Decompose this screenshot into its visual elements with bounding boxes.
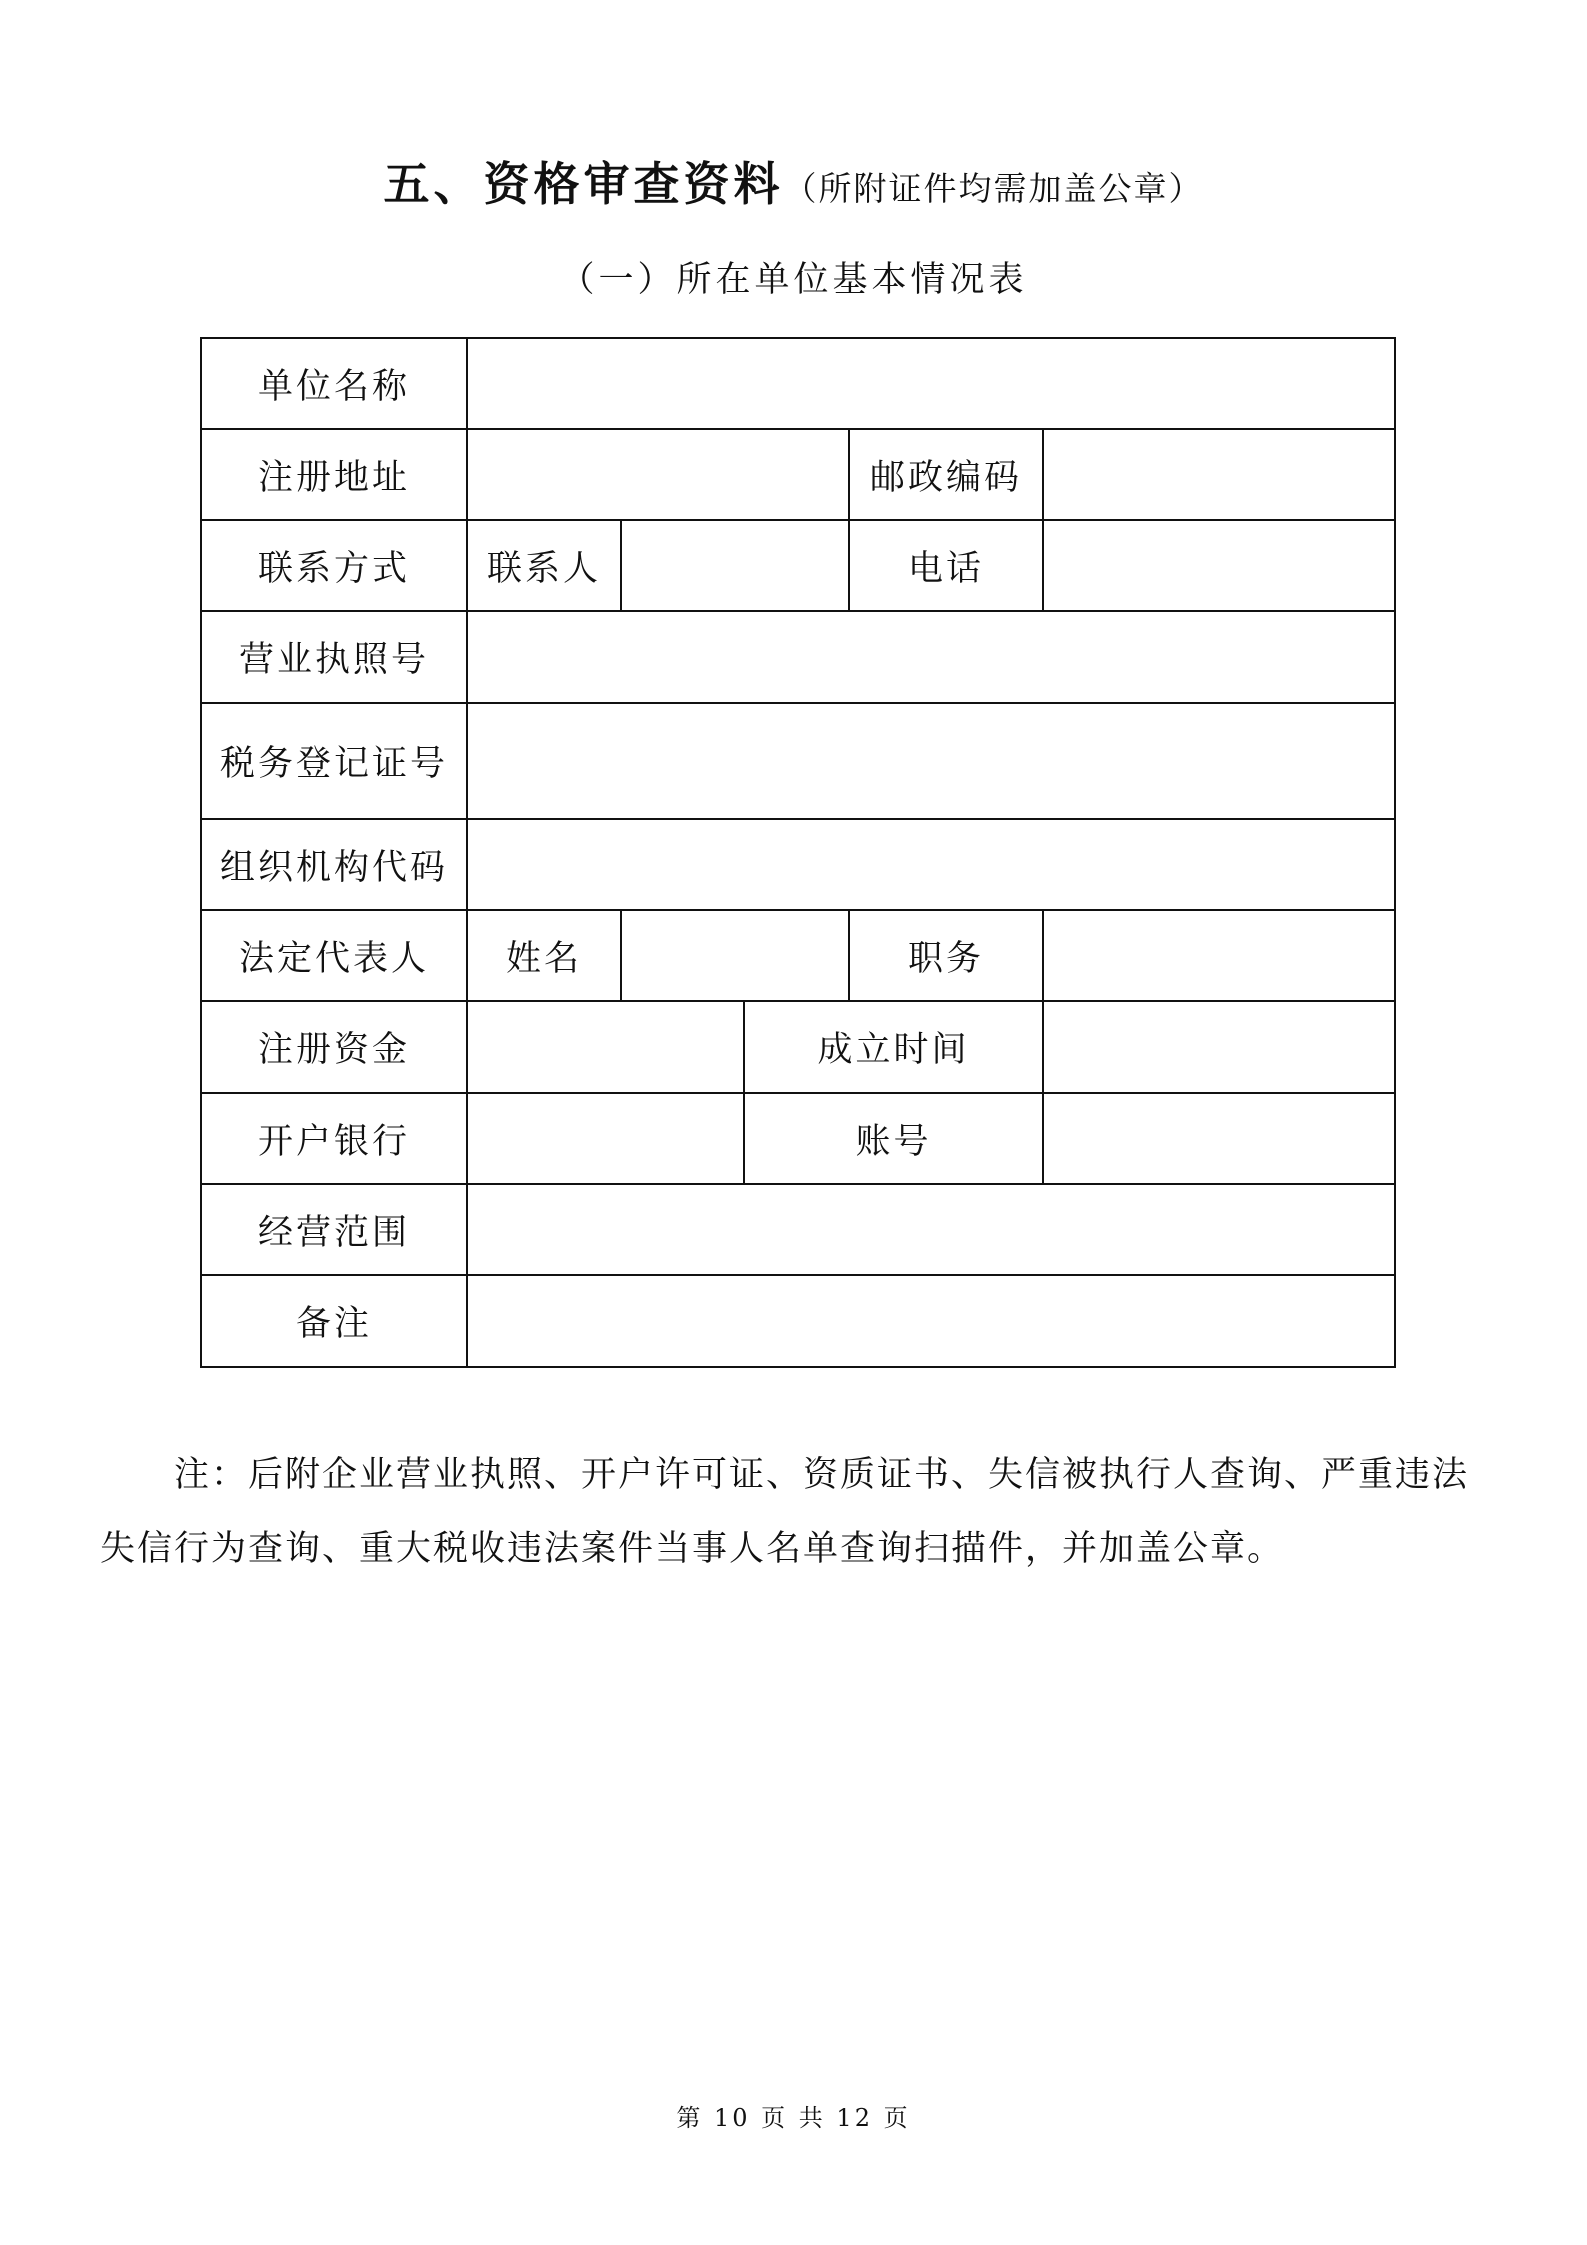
value-org-code: [467, 819, 1395, 910]
value-phone: [1043, 520, 1395, 611]
value-reg-address: [467, 429, 849, 520]
value-name: [621, 910, 849, 1001]
value-tax-reg: [467, 703, 1395, 819]
label-tax-reg: 税务登记证号: [201, 703, 467, 819]
label-org-code: 组织机构代码: [201, 819, 467, 910]
label-reg-address: 注册地址: [201, 429, 467, 520]
label-reg-capital: 注册资金: [201, 1001, 467, 1093]
value-est-date: [1043, 1001, 1395, 1093]
value-contact-person: [621, 520, 849, 611]
value-position: [1043, 910, 1395, 1001]
value-remarks: [467, 1275, 1395, 1367]
label-postal-code: 邮政编码: [849, 429, 1043, 520]
value-business-scope: [467, 1184, 1395, 1275]
value-unit-name: [467, 338, 1395, 429]
label-contact: 联系方式: [201, 520, 467, 611]
label-phone: 电话: [849, 520, 1043, 611]
section-title: [0, 148, 1587, 214]
label-remarks: 备注: [201, 1275, 467, 1367]
value-reg-capital: [467, 1001, 744, 1093]
label-name: 姓名: [467, 910, 621, 1001]
page-number: 第 10 页 共 12 页: [676, 2104, 911, 2132]
label-unit-name: 单位名称: [201, 338, 467, 429]
unit-info-table: [200, 337, 1396, 1368]
section-title-note: （所附证件均需加盖公章）: [783, 169, 1204, 208]
value-bank: [467, 1093, 744, 1184]
value-postal-code: [1043, 429, 1395, 520]
label-bank: 开户银行: [201, 1093, 467, 1184]
label-business-license: 营业执照号: [201, 611, 467, 703]
label-business-scope: 经营范围: [201, 1184, 467, 1275]
table-title: （一）所在单位基本情况表: [559, 260, 1028, 300]
label-est-date: 成立时间: [744, 1001, 1043, 1093]
value-business-license: [467, 611, 1395, 703]
attachment-note: 注：后附企业营业执照、开户许可证、资质证书、失信被执行人查询、严重违法失信行为查询、重大税收违法案件当事人名单查询扫描件，并加盖公章。: [100, 1455, 1470, 1569]
label-account: 账号: [744, 1093, 1043, 1184]
label-position: 职务: [849, 910, 1043, 1001]
value-account: [1043, 1093, 1395, 1184]
label-contact-person: 联系人: [467, 520, 621, 611]
label-legal-rep: 法定代表人: [201, 910, 467, 1001]
section-title-main: 五、资格审查资料: [383, 157, 784, 211]
